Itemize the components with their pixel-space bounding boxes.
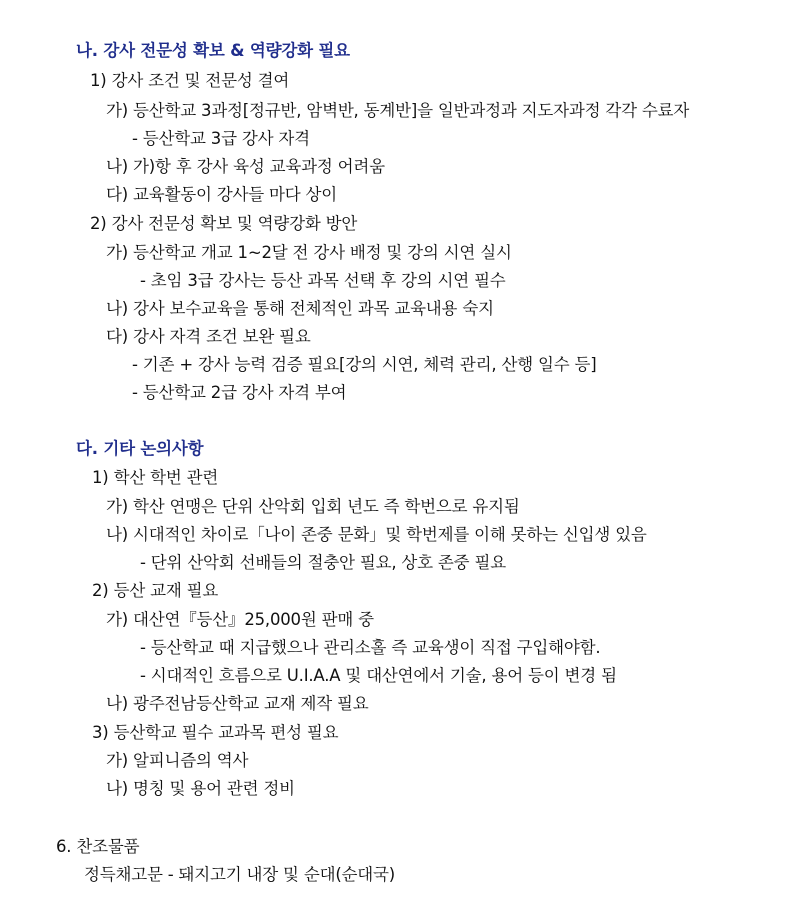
subitem-alpinism-history: 가) 알피니즘의 역사 (106, 751, 249, 770)
subitem-lecture-demo: 가) 등산학교 개교 1~2달 전 강사 배정 및 강의 시연 실시 (106, 243, 512, 262)
detail-grade2-qualification: - 등산학교 2급 강사 자격 부여 (132, 383, 347, 402)
detail-grade3-qualification: - 등산학교 3급 강사 자격 (132, 129, 310, 148)
subitem-generation-gap: 나) 시대적인 차이로「나이 존중 문화」및 학번제를 이해 못하는 신입생 있음 (106, 525, 647, 544)
subitem-textbook-sale: 가) 대산연『등산』25,000원 판매 중 (106, 610, 374, 629)
subitem-course-completion: 가) 등산학교 3과정[정규반, 암벽반, 동계반]을 일반과정과 지도자과정 각각 수료자 (106, 101, 690, 120)
detail-textbook-purchase: - 등산학교 때 지급했으나 관리소홀 즉 교육생이 직접 구입해야함. (140, 638, 601, 657)
detail-new-instructor-demo: - 초임 3급 강사는 등산 과목 선택 후 강의 시연 필수 (140, 271, 506, 290)
item-instructor-conditions: 1) 강사 조건 및 전문성 결여 (90, 71, 290, 90)
item-textbook-need: 2) 등산 교재 필요 (92, 581, 219, 600)
item-expertise-plan: 2) 강사 전문성 확보 및 역량강화 방안 (90, 214, 358, 233)
section-heading-instructor-expertise: 나. 강사 전문성 확보 & 역량강화 필요 (76, 41, 350, 60)
subitem-qualification-supplement: 다) 강사 자격 조건 보완 필요 (106, 327, 311, 346)
section-heading-other-discussion: 다. 기타 논의사항 (76, 439, 204, 458)
sponsorship-item: 정득채고문 - 돼지고기 내장 및 순대(순대국) (84, 865, 396, 884)
detail-terminology-change: - 시대적인 흐름으로 U.I.A.A 및 대산연에서 기술, 용어 등이 변경 됨 (140, 666, 617, 685)
item-curriculum: 3) 등산학교 필수 교과목 편성 필요 (92, 723, 339, 742)
subitem-activity-variance: 다) 교육활동이 강사들 마다 상이 (106, 185, 338, 204)
subitem-terminology-cleanup: 나) 명칭 및 용어 관련 정비 (106, 779, 295, 798)
detail-ability-verification: - 기존 + 강사 능력 검증 필요[강의 시연, 체력 관리, 산행 일수 등] (132, 355, 597, 374)
item-student-number: 1) 학산 학번 관련 (92, 468, 219, 487)
subitem-federation-year: 가) 학산 연맹은 단위 산악회 입회 년도 즉 학번으로 유지됨 (106, 497, 520, 516)
detail-mutual-respect: - 단위 산악회 선배들의 절충안 필요, 상호 존중 필요 (140, 553, 506, 572)
subitem-refresher-training: 나) 강사 보수교육을 통해 전체적인 과목 교육내용 숙지 (106, 299, 494, 318)
subitem-textbook-production: 나) 광주전남등산학교 교재 제작 필요 (106, 694, 369, 713)
section-heading-sponsorship: 6. 찬조물품 (56, 837, 140, 856)
subitem-training-difficulty: 나) 가)항 후 강사 육성 교육과정 어려움 (106, 157, 385, 176)
